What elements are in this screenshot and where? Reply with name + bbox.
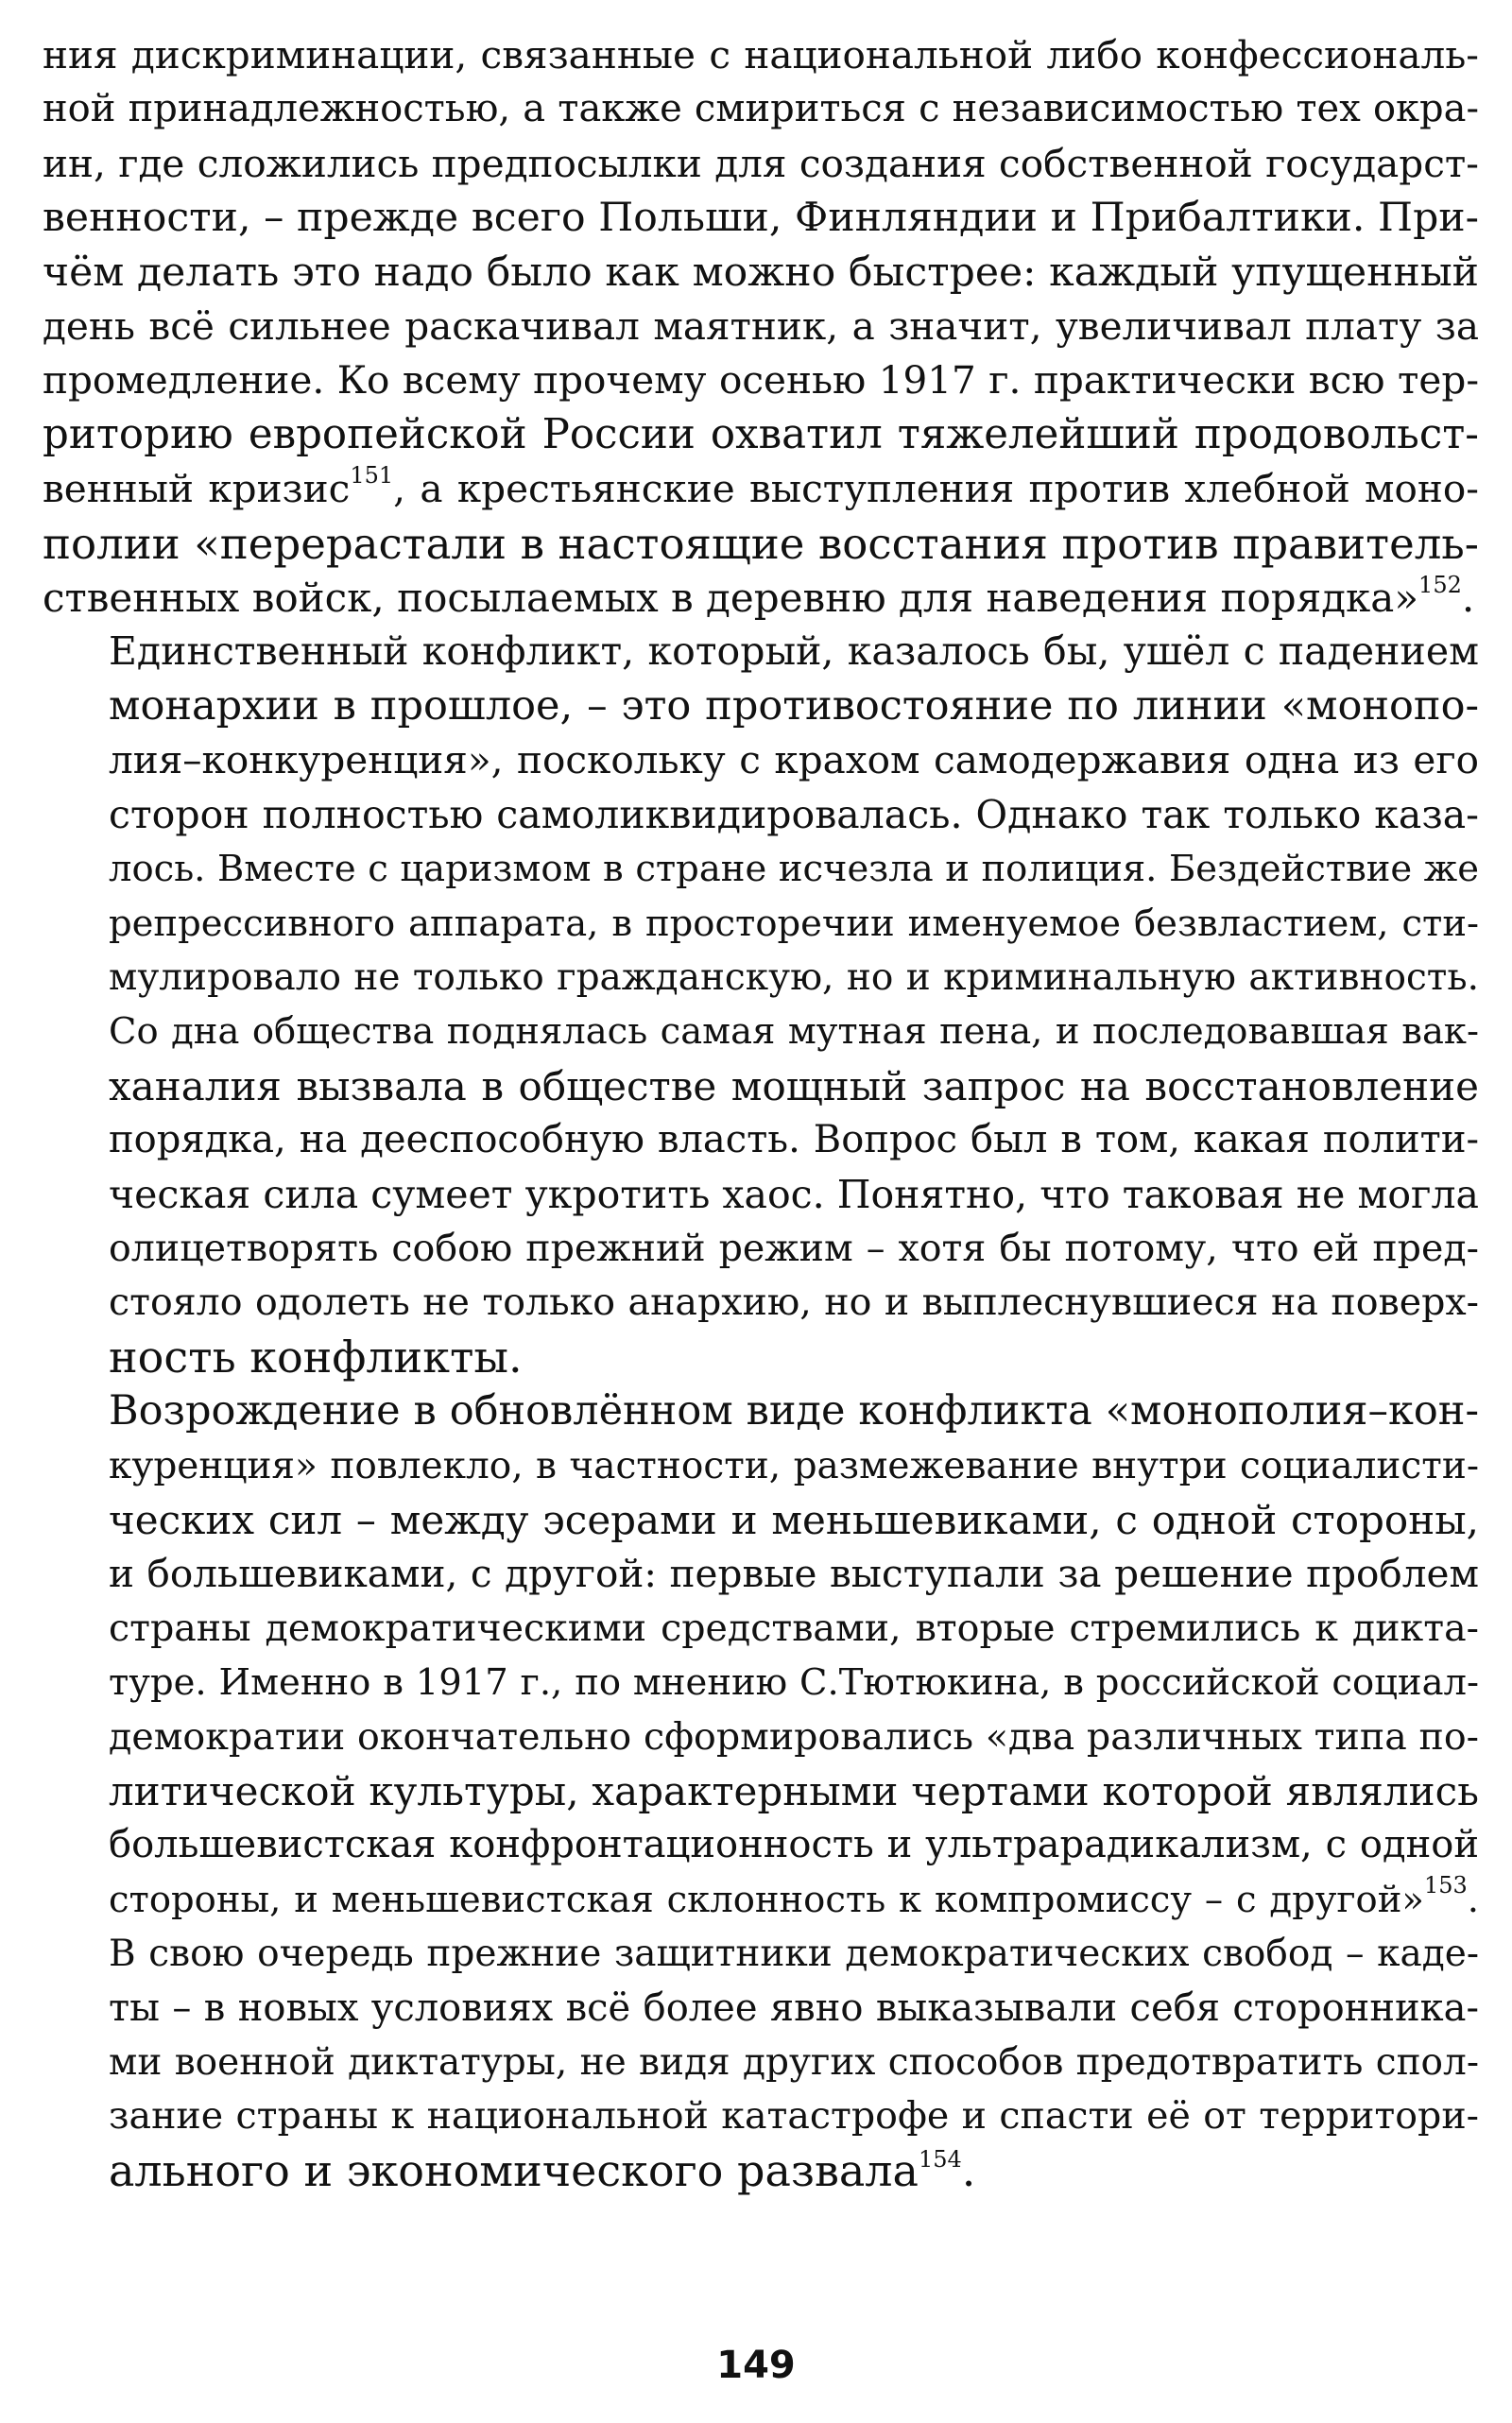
text-line: [43, 1982, 1479, 2036]
text-line: [43, 353, 1479, 407]
text-line: [43, 1439, 1479, 1493]
text-line: [43, 300, 1479, 353]
line-text: порядка, на дееспособную власть. Вопрос был в том, какая полити-: [109, 1118, 1479, 1162]
text-line: [43, 679, 1479, 733]
paragraph: [43, 625, 1479, 1384]
text-line: [43, 2144, 1479, 2198]
line-text: чём делать это надо было как можно быстрее: каждый упущенный: [43, 249, 1479, 296]
line-text: Возрождение в обновлённом виде конфликта «монополия–кон-: [109, 1387, 1479, 1435]
text-line: [43, 897, 1479, 951]
text-line: [43, 408, 1479, 462]
text-line: [43, 842, 1479, 896]
text-line: [43, 1547, 1479, 1601]
text-line: [43, 462, 1479, 516]
text-line: [43, 1059, 1479, 1113]
line-text: куренция» повлекло, в частности, размежевание внутри социалисти-: [109, 1444, 1479, 1487]
line-text: ния дискриминации, связанные с национальной либо конфессиональ-: [43, 32, 1479, 77]
line-text: олицетворять собою прежний режим – хотя бы потому, что ей пред-: [109, 1226, 1479, 1270]
paragraph: [43, 28, 1479, 625]
line-text: лось. Вместе с царизмом в стране исчезла и полиция. Бездействие же: [109, 848, 1479, 891]
text-line: [43, 1710, 1479, 1764]
text-line: [43, 1331, 1479, 1384]
footnote-marker: 152: [1418, 572, 1462, 599]
line-text: сторон полностью самоликвидировалась. Однако так только каза-: [109, 791, 1479, 837]
line-text: полии «перерастали в настоящие восстания против правитель-: [43, 518, 1479, 569]
line-text: литической культуры, характерными чертами которой являлись: [109, 1768, 1479, 1814]
text-line: [43, 788, 1479, 842]
text-line: [43, 1168, 1479, 1222]
line-text: зание страны к национальной катастрофе и спасти её от территори-: [109, 2094, 1479, 2139]
text-line: [43, 1602, 1479, 1656]
footnote-marker: 151: [350, 462, 394, 490]
text-line: [43, 2089, 1479, 2143]
line-text: ность конфликты.: [109, 1331, 523, 1383]
line-text: ческая сила сумеет укротить хаос. Понятно, что таковая не могла: [109, 1171, 1479, 1217]
line-text: ин, где сложились предпосылки для создания собственной государст-: [43, 140, 1479, 186]
page-body: [43, 28, 1479, 2198]
line-text: день всё сильнее раскачивал маятник, а значит, увеличивал плату за: [43, 303, 1479, 350]
page-number: 149: [716, 2344, 796, 2387]
line-text: и большевиками, с другой: первые выступали за решение проблем: [109, 1551, 1479, 1597]
line-text: лия–конкуренция», поскольку с крахом самодержавия одна из его: [109, 737, 1479, 783]
text-line: [43, 951, 1479, 1005]
line-text-after-footnote: .: [961, 2144, 976, 2196]
line-text: туре. Именно в 1917 г., по мнению С.Тютюкина, в российской социал-: [109, 1661, 1479, 1705]
text-line: [43, 1656, 1479, 1710]
line-text: ханалия вызвала в обществе мощный запрос на восстановление: [109, 1062, 1479, 1109]
text-line: [43, 571, 1479, 625]
line-text: ми военной диктатуры, не видя других способов предотвратить спол-: [109, 2041, 1479, 2085]
line-text: ной принадлежностью, а также смириться с независимостью тех окра-: [43, 87, 1479, 131]
paragraph: [43, 1384, 1479, 2198]
footnote-marker: 154: [918, 2145, 962, 2173]
text-line: [43, 2036, 1479, 2089]
line-text-after-footnote: , а крестьянские выступления против хлебной моно-: [393, 466, 1479, 512]
text-line: [43, 1005, 1479, 1058]
text-line: [43, 1927, 1479, 1981]
line-text: стояло одолеть не только анархию, но и выплеснувшиеся на поверх-: [109, 1280, 1479, 1325]
line-text: риторию европейской России охватил тяжелейший продовольст-: [43, 410, 1479, 458]
text-line: [43, 246, 1479, 300]
line-text: Единственный конфликт, который, казалось бы, ушёл с падением: [109, 628, 1479, 675]
line-text-after-footnote: .: [1461, 575, 1475, 622]
line-text: мулировало не только гражданскую, но и криминальную активность.: [109, 955, 1479, 999]
footnote-marker: 153: [1423, 1872, 1468, 1899]
line-text: промедление. Ко всему прочему осенью 1917 г. практически всю тер-: [43, 357, 1479, 404]
text-line: [43, 1384, 1479, 1438]
line-text: ального и экономического развала: [109, 2144, 919, 2196]
line-text: венный кризис: [43, 466, 351, 512]
text-line: [43, 1818, 1479, 1872]
text-line: [43, 1222, 1479, 1276]
text-line: [43, 1276, 1479, 1330]
text-line: [43, 733, 1479, 787]
line-text: венности, – прежде всего Польши, Финляндии и Прибалтики. При-: [43, 195, 1479, 242]
line-text: большевистская конфронтационность и ультрарадикализм, с одной: [109, 1823, 1479, 1867]
line-text: ственных войск, посылаемых в деревню для наведения порядка»: [43, 575, 1419, 622]
text-line: [43, 517, 1479, 571]
line-text: страны демократическими средствами, вторые стремились к дикта-: [109, 1606, 1479, 1650]
text-line: [43, 191, 1479, 245]
line-text: Со дна общества поднялась самая мутная пена, и последовавшая вак-: [109, 1010, 1479, 1054]
text-line: [43, 28, 1479, 82]
text-line: [43, 1764, 1479, 1818]
line-text: монархии в прошлое, – это противостояние по линии «монопо-: [109, 681, 1479, 730]
line-text: ты – в новых условиях всё более явно выказывали себя сторонника-: [109, 1985, 1479, 2030]
line-text: стороны, и меньшевистская склонность к компромиссу – с другой»: [109, 1878, 1424, 1921]
line-text: демократии окончательно сформировались «два различных типа по-: [109, 1714, 1479, 1759]
text-line: [43, 82, 1479, 136]
text-line: [43, 1113, 1479, 1167]
text-line: [43, 625, 1479, 679]
line-text: В свою очередь прежние защитники демократических свобод – каде-: [109, 1933, 1479, 1976]
line-text: репрессивного аппарата, в просторечии именуемое безвластием, сти-: [109, 902, 1479, 945]
line-text: ческих сил – между эсерами и меньшевиками, с одной стороны,: [109, 1496, 1479, 1543]
line-text-after-footnote: .: [1467, 1878, 1479, 1921]
text-line: [43, 1493, 1479, 1547]
text-line: [43, 1873, 1479, 1927]
text-line: [43, 137, 1479, 191]
